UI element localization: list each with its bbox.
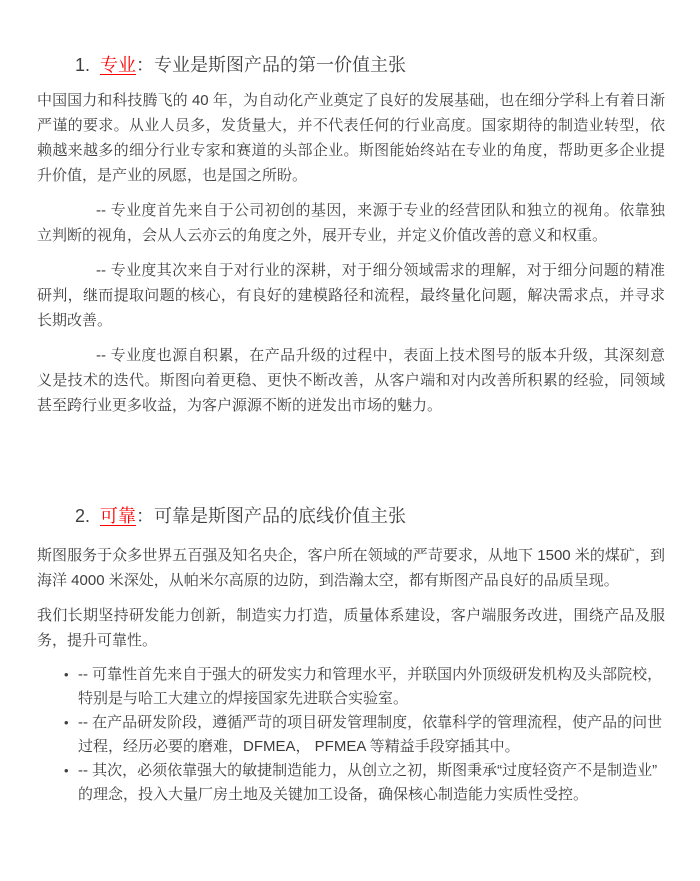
bullet-item	[37, 759, 665, 807]
bullet-item	[37, 663, 665, 711]
section-2-heading-text: ：可靠是斯图产品的底线价值主张	[136, 506, 407, 526]
section-1-point-paragraph: -- 专业度首先来自于公司初创的基因，来源于专业的经营团队和独立的视角。依靠独立判断的视角，会从人云亦云的角度之外，展开专业，并定义价值改善的意义和权重。	[37, 202, 665, 244]
bullet-item	[37, 711, 665, 759]
section-2-bullet-list	[37, 663, 665, 807]
section-2-keyword: 可靠	[100, 506, 137, 526]
bullet-item-text: -- 可靠性首先来自于强大的研发实力和管理水平，并联国内外顶级研发机构及头部院校，特别是与哈工大建立的焊接国家先进联合实验室。	[78, 666, 663, 707]
section-1-heading	[37, 52, 665, 78]
section-2-heading	[37, 503, 665, 529]
bullet-item-text: -- 在产品研发阶段，遵循严苛的项目研发管理制度，依靠科学的管理流程，使产品的问世过程，经历必要的磨难，DFMEA， PFMEA 等精益手段穿插其中。	[78, 714, 663, 755]
section-2-number: 2.	[75, 506, 91, 526]
bullet-marker-icon: •	[64, 667, 69, 682]
section-1-intro-paragraph: 中国国力和科技腾飞的 40 年，为自动化产业奠定了良好的发展基础，也在细分学科上有着日渐严谨的要求。从业人员多，发货量大，并不代表任何的行业高度。国家期待的制造业转型，依赖越来越多的细分行业专家和赛道的头部企业。斯图能始终站在专业的角度，帮助更多企业提升价值，是产业的夙愿，也是国之所盼。	[37, 92, 665, 184]
bullet-marker-icon: •	[64, 715, 69, 730]
bullet-marker-icon: •	[64, 763, 69, 778]
bullet-item-text: -- 其次，必须依靠强大的敏捷制造能力，从创立之初，斯图秉承“过度轻资产不是制造业”的理念，投入大量厂房土地及关键加工设备，确保核心制造能力实质性受控。	[78, 762, 658, 803]
section-1-point-paragraph: -- 专业度其次来自于对行业的深耕，对于细分领域需求的理解，对于细分问题的精准研判，继而提取问题的核心，有良好的建模路径和流程，最终量化问题，解决需求点，并寻求长期改善。	[37, 262, 665, 329]
section-1-number: 1.	[75, 55, 91, 75]
section-1-point-paragraph: -- 专业度也源自积累，在产品升级的过程中，表面上技术图号的版本升级，其深刻意义是技术的迭代。斯图向着更稳、更快不断改善，从客户端和对内改善所积累的经验，同领域甚至跨行业更多收益，为客户源源不断的迸发出市场的魅力。	[37, 347, 665, 414]
section-2-intro-paragraph: 斯图服务于众多世界五百强及知名央企，客户所在领域的严苛要求，从地下 1500 米的煤矿，到海洋 4000 米深处，从帕米尔高原的边防，到浩瀚太空，都有斯图产品良好的品质呈现。	[37, 547, 665, 589]
section-1-heading-text: ：专业是斯图产品的第一价值主张	[136, 55, 407, 75]
section-2-intro-paragraph: 我们长期坚持研发能力创新，制造实力打造，质量体系建设，客户端服务改进，围绕产品及服务，提升可靠性。	[37, 607, 665, 649]
section-1-keyword: 专业	[100, 55, 137, 75]
